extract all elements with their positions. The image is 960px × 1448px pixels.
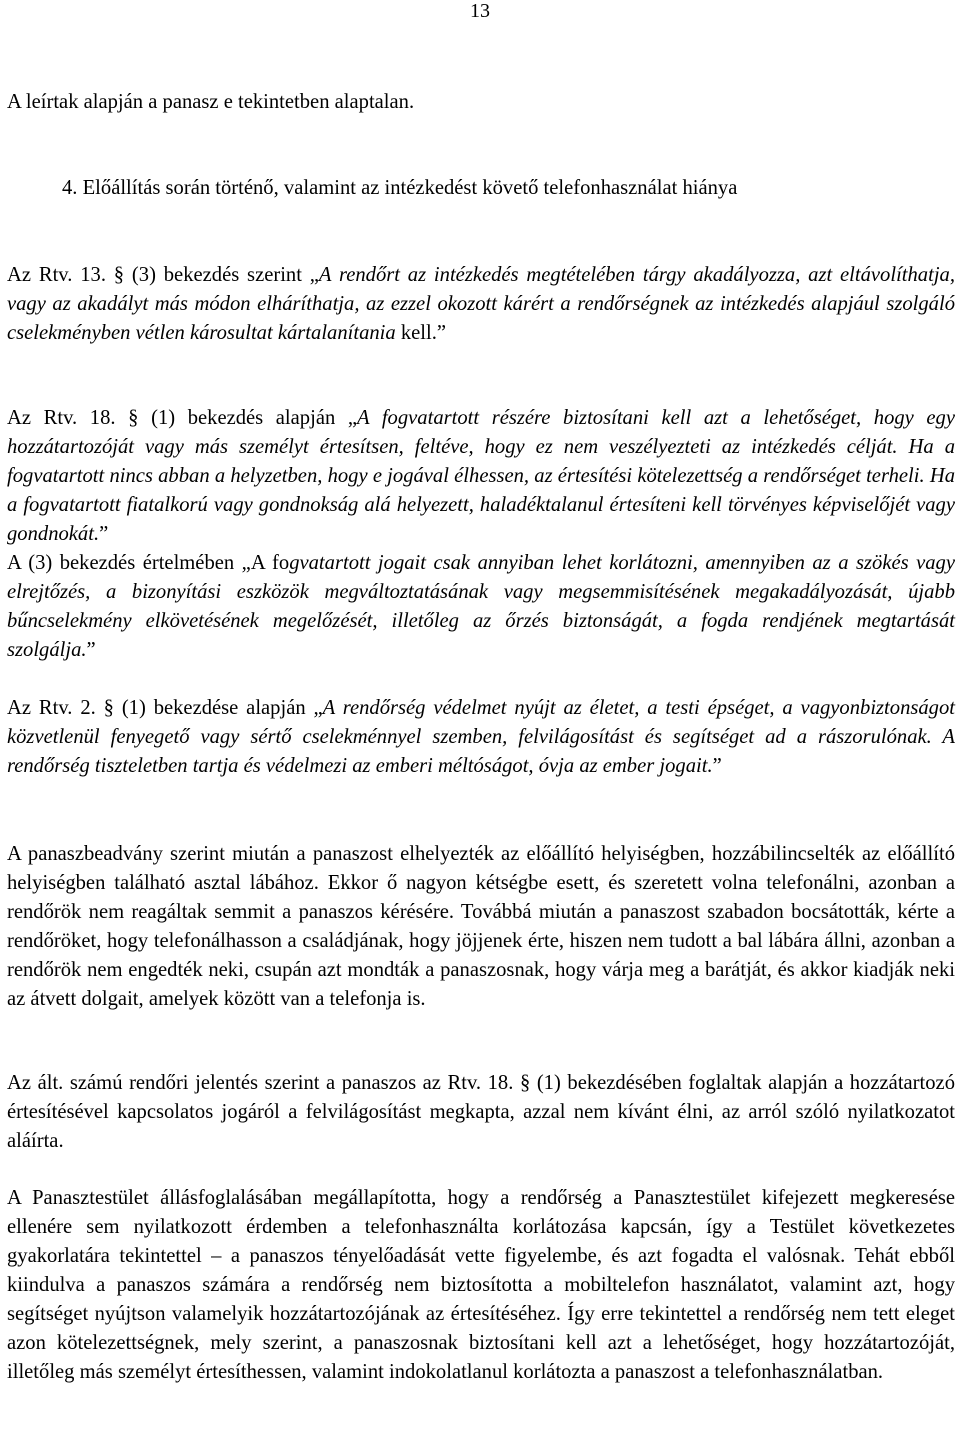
quoted-law-text: A rendőrség védelmet nyújt az életet, a testi épséget, a vagyonbiztonságot közvetlenül fenyegető vagy sértő cselekménnyel szemben, felvilágosítást és segítséget ad a rászorulónak. A rendőrség tiszteletben tartja és védelmezi az emberi méltóságot, óvja az ember jogait. [7,697,956,777]
section-heading: 4. Előállítás során történő, valamint az intézkedést követő telefonhasználat hiánya [62,177,738,199]
citation-intro: Az Rtv. 13. § (3) bekezdés szerint „ [7,264,319,286]
paragraph-police-report: Az ált. számú rendőri jelentés szerint a panaszos az Rtv. 18. § (1) bekezdésében foglaltak alapján a hozzátartozó értesítésével kapcsolatos jogáról a felvilágosítást megkapta, azzal nem kívánt élni, az arról szóló nyilatkozatot aláírta. [7,1072,955,1152]
quoted-law-text: A fogvatartott részére biztosítani kell azt a lehetőséget, hogy egy hozzátartozóját vagy más személyt értesítsen, feltéve, hogy ez nem veszélyezteti az intézkedés célját. Ha a fogvatartott nincs abban a helyzetben, hogy e jogával élhessen, az értesítési kötelezettség a rendőrséget terheli. Ha a fogvatartott fiatalkorú vagy gondnokság alá helyezett, haladéktalanul értesíteni kell törvényes képviselőjét vagy gondnokát. [7,407,955,545]
quoted-law-text: A rendőrt az intézkedés megtételében tárgy akadályozza, azt eltávolíthatja, vagy az akadályt más módon elháríthatja, az ezzel okozott kárért a rendőrségnek az intézkedés alapjául szolgáló cselekményben vétlen károsultat kártalanítania [7,264,955,344]
quote-close-2: ” [86,639,96,661]
paragraph-rtv-2 [7,694,955,781]
quote-close: ” [712,755,722,777]
paragraph-board-finding: A Panasztestület állásfoglalásában megállapította, hogy a rendőrség a Panasztestület kifejezett megkeresése ellenére sem nyilatkozott érdemben a telefonhasználta korlátozása kapcsán, így a Testület következetes gyakorlatára tekintettel – a panaszos tényelőadását vette figyelembe, és azt fogadta el valósnak. Tehát ebből kiindulva a panaszos számára a rendőrség nem biztosította a mobiltelefon használatot, valamint azt, hogy segítséget nyújtson valamelyik hozzátartozójának az értesítéséhez. Így erre tekintettel a rendőrség nem tett eleget azon kötelezettségnek, mely szerint, a panaszosnak biztosítani kell azt a lehetőséget, hogy hozzátartozóját, illetőleg más személyt értesíthessen, valamint indokolatlanul korlátozta a panaszost a telefonhasználatban. [7,1187,955,1383]
citation-intro-2: A (3) bekezdés értelmében „A fo [7,552,290,574]
paragraph-rtv-18 [7,404,955,665]
page-number: 13 [470,0,490,22]
quoted-law-text-2: gvatartott jogait csak annyiban lehet korlátozni, amennyiben az a szökés vagy elrejtőzés, a bizonyítási eszközök megváltoztatásának vagy megsemmisítésének megakadályozását, újabb bűncselekmény elkövetésének megelőzését, illetőleg az őrzés biztonságát, a fogda rendjének megtartását szolgálja. [7,552,955,661]
paragraph-conclusion: A leírtak alapján a panasz e tekintetben alaptalan. [7,91,415,113]
paragraph-rtv-13 [7,261,955,348]
citation-intro: Az Rtv. 2. § (1) bekezdése alapján „ [7,697,323,719]
paragraph-complaint: A panaszbeadvány szerint miután a panaszost elhelyezték az előállító helyiségben, hozzábilincselték az előállító helyiségben található asztal lábához. Ekkor ő nagyon kétségbe esett, és szeretett volna telefonálni, azonban a rendőrök nem reagáltak semmit a panaszos kérésére. Továbbá miután a panaszost szabadon bocsátották, kérte a rendőröket, hogy telefonálhasson a családjának, hogy jöjjenek érte, hiszen nem tudott a bal lábára állni, azonban a rendőrök nem engedték neki, csupán azt mondták a panaszosnak, hogy várja meg a barátját, és akkor kiadják neki az átvett dolgait, amelyek között van a telefonja is. [7,843,955,1010]
quote-close: kell.” [395,322,447,344]
quote-close: ” [99,523,109,545]
citation-intro: Az Rtv. 18. § (1) bekezdés alapján „ [7,407,358,429]
